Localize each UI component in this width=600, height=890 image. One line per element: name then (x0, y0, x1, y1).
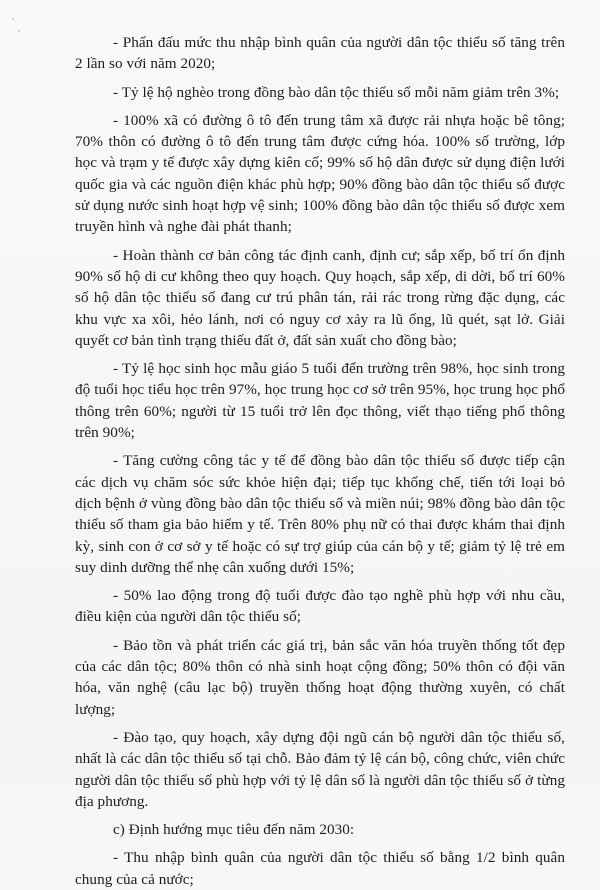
paragraph: - Tỷ lệ hộ nghèo trong đồng bào dân tộc thiểu số mỗi năm giảm trên 3%; (113, 83, 560, 101)
paragraph: - 50% lao động trong độ tuổi được đào tạo nghề phù hợp với nhu cầu, điều kiện của người dân tộc thiểu số; (75, 587, 565, 626)
paragraph: - 100% xã có đường ô tô đến trung tâm xã được rải nhựa hoặc bê tông; 70% thôn có đường ô tô đến trung tâm được cứng hóa. 100% số trường, lớp học và trạm y tế được xây dựng kiên cố; 99% số hộ dân được sử dụng điện lưới quốc gia và các nguồn điện khác phù hợp; 90% đồng bào dân tộc thiểu số được sử dụng nước sinh hoạt hợp vệ sinh; 100% đồng bào dân tộc thiểu số được xem truyền hình và nghe đài phát thanh; (75, 111, 565, 236)
scan-speck (18, 30, 20, 32)
paragraph: - Hoàn thành cơ bản công tác định canh, định cư; sắp xếp, bố trí ổn định 90% số hộ di cư không theo quy hoạch. Quy hoạch, sắp xếp, di dời, bố trí 60% số hộ dân tộc thiểu số đang cư trú phân tán, rải rác trong rừng đặc dụng, các khu vực xa xôi, hẻo lánh, nơi có nguy cơ xảy ra lũ ống, lũ quét, sạt lở. Giải quyết cơ bản tình trạng thiếu đất ở, đất sản xuất cho đồng bào; (75, 246, 565, 349)
paragraph: - Phấn đấu mức thu nhập bình quân của người dân tộc thiểu số tăng trên 2 lần so với năm 2020; (75, 34, 565, 73)
paragraph: - Tỷ lệ học sinh học mẫu giáo 5 tuổi đến trường trên 98%, học sinh trong độ tuổi học tiểu học trên 97%, học trung học cơ sở trên 95%, học trung học phổ thông trên 60%; người từ 15 tuổi trở lên đọc thông, viết thạo tiếng phổ thông trên 90%; (75, 360, 565, 442)
paragraph: - Thu nhập bình quân của người dân tộc thiểu số bằng 1/2 bình quân chung của cả nước; (75, 849, 565, 888)
paragraph: - Đào tạo, quy hoạch, xây dựng đội ngũ cán bộ người dân tộc thiểu số, nhất là các dân tộc thiểu số tại chỗ. Bảo đảm tỷ lệ cán bộ, công chức, viên chức người dân tộc thiểu số phù hợp với tỷ lệ dân số là người dân tộc thiểu số ở từng địa phương. (75, 728, 565, 810)
paragraph: - Tăng cường công tác y tế để đồng bào dân tộc thiểu số được tiếp cận các dịch vụ chăm sóc sức khỏe hiện đại; tiếp tục khống chế, tiến tới loại bỏ dịch bệnh ở vùng đồng bào dân tộc thiểu số và miền núi; 98% đồng bào dân tộc thiểu số tham gia bảo hiểm y tế. Trên 80% phụ nữ có thai được khám thai định kỳ, sinh con ở cơ sở y tế hoặc có sự trợ giúp của cán bộ y tế; giảm tỷ lệ trẻ em suy dinh dưỡng thể nhẹ cân xuống dưới 15%; (75, 452, 565, 576)
section-heading: c) Định hướng mục tiêu đến năm 2030: (113, 821, 355, 839)
paragraph: - Bảo tồn và phát triển các giá trị, bản sắc văn hóa truyền thống tốt đẹp của các dân tộc; 80% thôn có nhà sinh hoạt cộng đồng; 50% thôn có đội văn hóa, văn nghệ (câu lạc bộ) truyền thống hoạt động thường xuyên, có chất lượng; (75, 636, 565, 718)
scan-speck (12, 18, 14, 20)
